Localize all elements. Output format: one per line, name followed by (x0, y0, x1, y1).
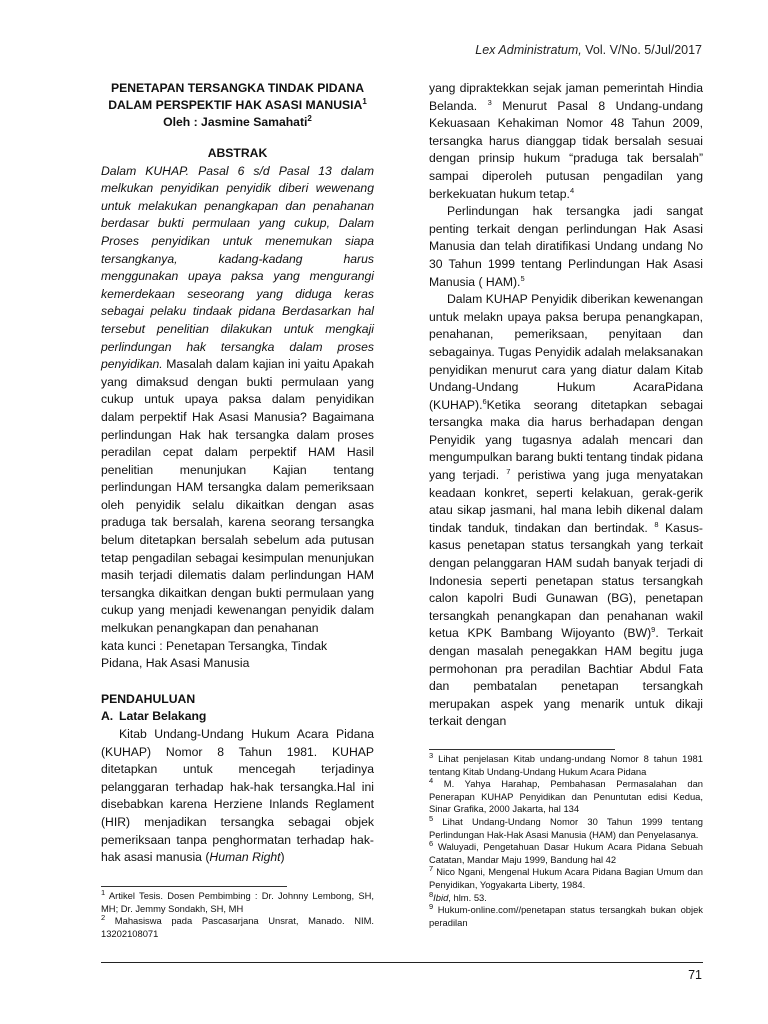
author-line: Oleh : Jasmine Samahati (163, 115, 308, 129)
intro-p3-text-b: Ketika seorang ditetapkan sebagai tersangka maka dia harus berhadapan dengan Penyidik yang tugasnya adalah mencari dan mengumpulkan barang bukti tentang tindak pidana yang terjadi. (429, 397, 703, 483)
footnote-ref-7: 7 (506, 467, 511, 476)
footnote-number: 4 (429, 776, 434, 786)
right-footnotes (429, 749, 703, 929)
intro-p2-text: Perlindungan hak tersangka jadi sangat penting terkait dengan perlindungan Hak Asasi Manusia dan telah diratifikasi Undang undang No 30 Tahun 1999 tentang Perlindungan Hak Asasi Manusia ( HAM). (429, 204, 703, 289)
author-footnote-ref: 2 (307, 113, 312, 123)
footnote-3 (429, 750, 703, 778)
abstract-italic-text: Dalam KUHAP. Pasal 6 s/d Pasal 13 dalam melkukan penyidikan penyidik diberi wewenang untuk melakukan penangkapan dan penahanan berdasar bukti permulaan yang cukup, Dalam Proses penyidikan untuk menemukan siapa tersangkanya, kadang-kadang harus menggunakan upaya paksa yang mengurangi kemerdekaan seseorang yang diduga keras sebagai pelaku tindaak pidana Berdasarkan hal tersebut penelitian dilakukan untuk mengkaji perlindungan hak tersangka dalam proses penyidikan. (101, 163, 374, 372)
intro-paragraph-1-continued (429, 80, 703, 203)
footnote-text: Nico Ngani, Mengenal Hukum Acara Pidana Bagian Umum dan Penyidikan, Yogyakarta Liberty, 1984. (429, 866, 703, 890)
footnote-ref-3: 3 (487, 97, 492, 107)
footnote-rule-left (101, 886, 287, 887)
running-header (475, 43, 702, 57)
footnote-text: Lihat penjelasan Kitab undang-undang Nomor 8 tahun 1981 tentang Kitab Undang-Undang Hukum Acara Pidana (429, 753, 703, 777)
footnote-number: 9 (429, 902, 434, 911)
subsection-letter: A. (101, 709, 114, 724)
footnote-text: M. Yahya Harahap, Pembahasan Permasalahan dan Penerapan KUHAP Penyidikan dan Penuntutan edisi Kedua, Sinar Grafika, 2000 Jakarta, hal 134 (429, 778, 703, 815)
page-bottom-rule (101, 962, 703, 963)
keywords (101, 638, 374, 673)
footnote-1 (101, 887, 374, 915)
footnote-5 (429, 813, 703, 841)
intro-paragraph-1 (101, 726, 374, 867)
intro-p1-cont-text-b: Menurut Pasal 8 Undang-undang Kekuasaan Kehakiman Nomor 48 Tahun 2009, tersangka harus dianggap tidak bersalah sesuai dengan prinsip hukum “praduga tak bersalah” sampai diperoleh putusan pengadilan yang berkekuatan hukum tetap. (429, 98, 703, 201)
intro-p3-text-a: Dalam KUHAP Penyidik diberikan kewenangan untuk melakn upaya paksa berupa penangkapan, penahanan, pemeriksaan, penyitaan dan sebagainya. Tugas Penyidik adalah melaksanakan penyidikan menurut cara yang diatur dalam Kitab Undang-Undang Hukum AcaraPidana (KUHAP). (429, 292, 703, 412)
footnote-number: 7 (429, 864, 434, 874)
footnote-text: Mahasiswa pada Pascasarjana Unsrat, Manado. NIM. 13202108071 (101, 915, 374, 939)
intro-p3-text-d: Kasus-kasus penetapan status tersangkah yang terkait dengan pelanggaran HAM sudah banyak terjadi di Indonesia seperti penetapan status tersangkah calon kapolri Budi Gunawan (BG), penetapan tersangkah penangkapan dan penahanan wakil ketua KPK Bambang Wijoyanto (BW) (429, 520, 703, 641)
footnote-9 (429, 904, 703, 929)
left-column (101, 80, 374, 867)
title-footnote-ref: 1 (362, 96, 367, 106)
left-footnotes (101, 886, 374, 940)
intro-p1-cont-text: yang dipraktekkan sejak jaman pemerintah Hindia Belanda. (429, 81, 703, 113)
section-heading-pendahuluan: PENDAHULUAN (101, 691, 196, 706)
footnote-2 (101, 915, 374, 940)
intro-p3-text-e: . Terkait dengan masalah penegakkan HAM begitu juga permohonan pra peradilan Bachtiar Abdul Fata dan pembatalan penetapan tersangkah merupakan aspek yang menarik untuk dikaji terkait dengan (429, 626, 703, 729)
footnote-number: 6 (429, 839, 434, 849)
footnote-4 (429, 778, 703, 816)
right-column (429, 80, 703, 731)
footnote-ref-4: 4 (569, 185, 575, 195)
footnote-text: Waluyadi, Pengetahuan Dasar Hukum Acara Pidana Sebuah Catatan, Mandar Maju 1999, Bandung hal 42 (429, 841, 703, 865)
footnote-number: 2 (101, 913, 106, 923)
footnote-number: 3 (429, 750, 434, 760)
footnote-text: Hukum-online.com//penetapan status tersangkah bukan objek peradilan (429, 904, 703, 928)
abstract-heading: ABSTRAK (207, 146, 268, 160)
footnote-number: 1 (101, 887, 106, 897)
article-title (101, 80, 374, 131)
journal-issue: Vol. V/No. 5/Jul/2017 (581, 43, 702, 57)
footnote-ref-8: 8 (654, 519, 659, 529)
intro-paragraph-2 (429, 203, 703, 291)
intro-paragraph-3 (429, 291, 703, 731)
footnote-8 (429, 889, 703, 905)
footnote-6 (429, 841, 703, 866)
abstract-body (101, 163, 374, 638)
subsection-heading (101, 708, 374, 726)
footnote-text: Artikel Tesis. Dosen Pembimbing : Dr. Johnny Lembong, SH, MH; Dr. Jemmy Sondakh, SH, MH (101, 890, 374, 914)
subsection-title: Latar Belakang (119, 709, 207, 724)
keywords-line-2: Pidana, Hak Asasi Manusia (101, 656, 250, 671)
journal-name: Lex Administratum, (475, 43, 582, 57)
intro-p1-close: ) (280, 850, 285, 865)
abstract-normal-text: Masalah dalam kajian ini yaitu Apakah yang dimaksud dengan bukti permulaan yang cukup untuk upaya paksa dalam penyidikan dalam perpektif Hak Asasi Manusia? Bagaimana perlindungan Hak hak tersangka dalam proses peradilan cepat dalam perpektif HAM Hasil penelitian menunjukan Kajian tentang perlindungan HAM tersangka dalam pemeriksaan oleh penyidik selalu dikaitkan dengan asas praduga tak bersalah, karena seorang tersangka belum ditetapkan bersalah sebelum ada putusan tetap pengadilan sebagai kesimpulan menunjukan masih terjadi dilematis dalam perlindungan HAM tersangka dikaitkan dengan bukti permulaan yang cukup yang menjadi kewenangan penyidik dalam melkukan penangkapan dan penahanan (101, 357, 374, 636)
footnote-ref-5: 5 (520, 273, 525, 283)
intro-p1-text: Kitab Undang-Undang Hukum Acara Pidana (KUHAP) Nomor 8 Tahun 1981. KUHAP ditetapkan untuk mencegah terjadinya pelanggaran terhadap hak-hak tersangka.Hal ini disebabkan karena Herziene Inlands Reglament (HIR) menjadikan tersangka sebagai objek pemeriksaan tanpa penghormatan terhadap hak-hak asasi manusia ( (101, 727, 374, 865)
footnote-italic: Ibid (433, 891, 449, 903)
footnote-text: , hlm. 53. (448, 891, 487, 903)
page-number: 71 (688, 968, 702, 982)
footnote-number: 5 (429, 813, 434, 823)
intro-p3-text-c: peristiwa yang juga menyatakan keadaan konkret, seperti kelakuan, gerak-gerik atau sikap jasmani, hal mana lebih dikenal dalam tindak tanduk, tindakan dan bertindak. (429, 468, 703, 535)
footnote-rule-right (429, 749, 615, 750)
footnote-ref-9: 9 (651, 625, 656, 635)
intro-p1-italic: Human Right (209, 850, 281, 865)
title-line-1: PENETAPAN TERSANGKA TINDAK PIDANA (110, 81, 364, 95)
footnote-ref-6: 6 (482, 396, 487, 406)
footnote-text: Lihat Undang-Undang Nomor 30 Tahun 1999 tentang Perlindungan Hak-Hak Asasi Manusia (HAM) dan Penyelasanya. (429, 815, 703, 840)
keywords-line-1: kata kunci : Penetapan Tersangka, Tindak (101, 638, 328, 653)
footnote-number: 8 (429, 889, 434, 899)
footnote-7 (429, 866, 703, 891)
title-line-2: DALAM PERSPEKTIF HAK ASASI MANUSIA (108, 98, 363, 112)
